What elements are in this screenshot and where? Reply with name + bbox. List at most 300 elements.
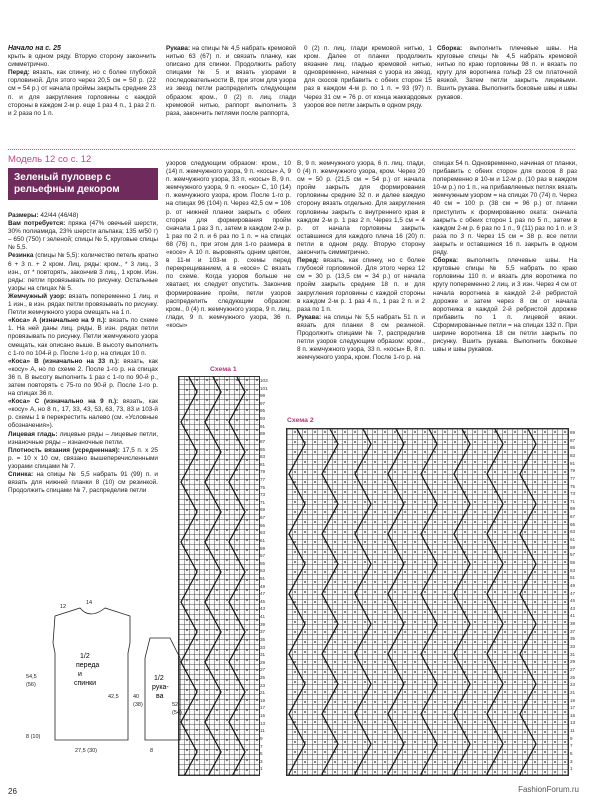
stitch-dot [246, 639, 248, 641]
stitch-dot [374, 701, 376, 703]
row-number: 73 [260, 492, 266, 498]
stitch-dot [236, 669, 238, 671]
stitch-dot [454, 631, 456, 633]
stitch-dot [206, 429, 208, 431]
stitch-dot [206, 469, 208, 471]
stitch-dot [246, 659, 248, 661]
stitch-dot [464, 501, 466, 503]
stitch-dot [514, 471, 516, 473]
stitch-dot [564, 501, 566, 503]
stitch-dot [444, 691, 446, 693]
stitch-dot [524, 601, 526, 603]
row-number: 55 [260, 560, 266, 566]
stitch-dot [216, 699, 218, 701]
stitch-dot [354, 471, 356, 473]
stitch-dot [236, 659, 238, 661]
stitch-dot [494, 701, 496, 703]
row-number: 67 [260, 515, 266, 521]
stitch-dot [504, 701, 506, 703]
stitch-dot [216, 649, 218, 651]
stitch-dot [246, 759, 248, 761]
stitch-dot [414, 631, 416, 633]
stitch-dot [444, 611, 446, 613]
stitch-dot [374, 521, 376, 523]
stitch-dot [344, 661, 346, 663]
row-number: 101 [260, 385, 268, 391]
stitch-dot [344, 651, 346, 653]
stitch-dot [334, 531, 336, 533]
stitch-dot [206, 419, 208, 421]
stitch-dot [444, 481, 446, 483]
stitch-dot [414, 461, 416, 463]
stitch-dot [534, 721, 536, 723]
stitch-dot [256, 519, 258, 521]
stitch-dot [534, 461, 536, 463]
stitch-dot [474, 431, 476, 433]
stitch-dot [534, 441, 536, 443]
stitch-dot [324, 561, 326, 563]
stitch-dot [334, 711, 336, 713]
stitch-dot [564, 721, 566, 723]
stitch-dot [494, 531, 496, 533]
stitch-dot [294, 491, 296, 493]
stitch-dot [414, 541, 416, 543]
stitch-dot [504, 521, 506, 523]
stitch-dot [484, 661, 486, 663]
stitch-dot [534, 591, 536, 593]
stitch-dot [484, 561, 486, 563]
stitch-dot [294, 461, 296, 463]
stitch-dot [474, 651, 476, 653]
stitch-dot [324, 731, 326, 733]
stitch-dot [354, 641, 356, 643]
stitch-dot [434, 451, 436, 453]
row-number: 15 [570, 712, 576, 718]
stitch-dot [304, 661, 306, 663]
stitch-dot [384, 591, 386, 593]
stitch-dot [314, 471, 316, 473]
stitch-dot [324, 471, 326, 473]
stitch-dot [246, 459, 248, 461]
stitch-dot [484, 701, 486, 703]
stitch-dot [216, 449, 218, 451]
stitch-dot [464, 731, 466, 733]
stitch-dot [474, 631, 476, 633]
stitch-dot [206, 459, 208, 461]
stitch-dot [334, 741, 336, 743]
stitch-dot [444, 461, 446, 463]
stitch-dot [544, 761, 546, 763]
stitch-dot [474, 521, 476, 523]
stitch-dot [504, 691, 506, 693]
row-number: 93 [260, 416, 266, 422]
stitch-dot [236, 759, 238, 761]
stitch-dot [354, 711, 356, 713]
stitch-dot [236, 629, 238, 631]
stitch-dot [514, 461, 516, 463]
stitch-dot [404, 441, 406, 443]
stitch-dot [564, 541, 566, 543]
stitch-dot [454, 621, 456, 623]
stitch-dot [314, 461, 316, 463]
stitch-dot [196, 739, 198, 741]
stitch-dot [564, 461, 566, 463]
stitch-dot [246, 489, 248, 491]
stitch-dot [504, 621, 506, 623]
stitch-dot [484, 521, 486, 523]
stitch-dot [524, 641, 526, 643]
stitch-dot [216, 679, 218, 681]
stitch-dot [354, 521, 356, 523]
stitch-dot [474, 741, 476, 743]
stitch-dot [554, 441, 556, 443]
stitch-dot [384, 521, 386, 523]
stitch-dot [514, 751, 516, 753]
stitch-dot [544, 661, 546, 663]
stitch-dot [394, 481, 396, 483]
row-number: 87 [570, 437, 576, 443]
row-number: 61 [570, 537, 576, 543]
row-number: 99 [260, 393, 266, 399]
stitch-dot [554, 471, 556, 473]
stitch-dot [304, 671, 306, 673]
stitch-dot [294, 541, 296, 543]
stitch-dot [294, 561, 296, 563]
row-number: 83 [260, 454, 266, 460]
stitch-dot [504, 741, 506, 743]
stitch-dot [414, 581, 416, 583]
stitch-dot [374, 711, 376, 713]
stitch-dot [534, 751, 536, 753]
stitch-dot [494, 471, 496, 473]
stitch-dot [354, 651, 356, 653]
stitch-dot [424, 661, 426, 663]
stitch-dot [304, 711, 306, 713]
stitch-dot [246, 419, 248, 421]
stitch-dot [186, 529, 188, 531]
stitch-dot [384, 451, 386, 453]
stitch-dot [334, 701, 336, 703]
stitch-dot [236, 379, 238, 381]
stitch-dot [324, 571, 326, 573]
stitch-dot [504, 761, 506, 763]
stitch-dot [364, 631, 366, 633]
stitch-dot [186, 549, 188, 551]
row-number: 19 [260, 697, 266, 703]
stitch-dot [246, 729, 248, 731]
stitch-dot [314, 731, 316, 733]
stitch-dot [504, 561, 506, 563]
stitch-dot [484, 611, 486, 613]
row-number: 57 [570, 552, 576, 558]
stitch-dot [554, 761, 556, 763]
stitch-dot [344, 561, 346, 563]
stitch-dot [256, 579, 258, 581]
stitch-dot [206, 449, 208, 451]
stitch-dot [484, 581, 486, 583]
stitch-dot [524, 701, 526, 703]
stitch-dot [374, 461, 376, 463]
stitch-dot [394, 501, 396, 503]
stitch-dot [206, 609, 208, 611]
stitch-dot [444, 431, 446, 433]
stitch-dot [494, 711, 496, 713]
stitch-dot [494, 751, 496, 753]
stitch-dot [216, 389, 218, 391]
stitch-dot [494, 441, 496, 443]
stitch-dot [256, 679, 258, 681]
stitch-dot [534, 711, 536, 713]
stitch-dot [236, 459, 238, 461]
cable-line [289, 429, 305, 775]
stitch-dot [554, 581, 556, 583]
stitch-dot [384, 701, 386, 703]
stitch-dot [206, 559, 208, 561]
stitch-dot [186, 519, 188, 521]
sleeves-lead: Рукава: [166, 45, 191, 52]
stitch-dot [256, 629, 258, 631]
stitch-dot [334, 721, 336, 723]
stitch-dot [354, 571, 356, 573]
stitch-dot [414, 681, 416, 683]
stitch-dot [196, 679, 198, 681]
stitch-dot [354, 741, 356, 743]
stitch-dot [444, 601, 446, 603]
row-number: 81 [260, 461, 266, 467]
stitch-dot [226, 639, 228, 641]
stitch-dot [206, 629, 208, 631]
stitch-dot [544, 611, 546, 613]
stitch-dot [236, 489, 238, 491]
stitch-dot [226, 469, 228, 471]
stitch-dot [354, 761, 356, 763]
stitch-dot [384, 641, 386, 643]
row-number: 103 [260, 378, 268, 383]
stitch-dot [344, 451, 346, 453]
stitch-dot [464, 541, 466, 543]
stitch-dot [196, 449, 198, 451]
stitch-dot [524, 771, 526, 773]
stitch-dot [354, 431, 356, 433]
cable-b-text: вязать, как «косу» А, но по схеме 2. После 1-го р. на спицах 36 п. В высоту выполнить 1 раз с 1-го по 90-й р., затем повторять с 75-го по 90-й р. После 1-го р. на спицах 36 п. [8, 357, 158, 398]
stitch-dot [294, 631, 296, 633]
stitch-dot [534, 491, 536, 493]
stitch-dot [394, 761, 396, 763]
stitch-dot [424, 701, 426, 703]
stitch-dot [334, 691, 336, 693]
stitch-dot [444, 731, 446, 733]
stitch-dot [394, 491, 396, 493]
stitch-dot [324, 701, 326, 703]
stitch-dot [564, 581, 566, 583]
sizes-lead: Размеры: [8, 212, 39, 219]
stitch-dot [344, 601, 346, 603]
stitch-dot [434, 531, 436, 533]
stitch-dot [236, 699, 238, 701]
stitch-dot [216, 709, 218, 711]
stitch-dot [544, 671, 546, 673]
stitch-dot [534, 651, 536, 653]
stitch-dot [374, 661, 376, 663]
stitch-dot [564, 601, 566, 603]
stitch-dot [464, 721, 466, 723]
row-number: 69 [260, 507, 266, 513]
stitch-dot [404, 771, 406, 773]
stitch-dot [216, 609, 218, 611]
stitch-dot [216, 619, 218, 621]
stitch-dot [554, 531, 556, 533]
stitch-dot [206, 699, 208, 701]
stitch-dot [304, 731, 306, 733]
stitch-dot [464, 441, 466, 443]
stitch-dot [434, 671, 436, 673]
stitch-dot [364, 581, 366, 583]
stitch-dot [504, 431, 506, 433]
stitch-dot [374, 631, 376, 633]
stitch-dot [256, 689, 258, 691]
row-number: 23 [570, 682, 576, 688]
stitch-dot [554, 711, 556, 713]
stitch-dot [314, 571, 316, 573]
stitch-dot [414, 451, 416, 453]
stitch-dot [196, 609, 198, 611]
stitch-dot [186, 569, 188, 571]
stitch-dot [374, 491, 376, 493]
stitch-dot [444, 541, 446, 543]
stitch-dot [414, 751, 416, 753]
stitch-dot [304, 771, 306, 773]
stitch-dot [414, 531, 416, 533]
stitch-dot [246, 719, 248, 721]
stitch-dot [464, 551, 466, 553]
stitch-dot [246, 519, 248, 521]
stitch-dot [564, 521, 566, 523]
stitch-dot [394, 471, 396, 473]
stitch-dot [196, 759, 198, 761]
stitch-dot [196, 649, 198, 651]
stitch-dot [464, 671, 466, 673]
stitch-dot [246, 649, 248, 651]
stitch-dot [216, 549, 218, 551]
stitch-dot [364, 621, 366, 623]
row-number: 3 [570, 758, 573, 764]
stitch-dot [454, 701, 456, 703]
front-lead: Перед: [8, 69, 30, 77]
stitch-dot [474, 621, 476, 623]
stitch-dot [236, 609, 238, 611]
stitch-dot [256, 459, 258, 461]
cable-line [520, 429, 536, 775]
stitch-dot [246, 479, 248, 481]
dim-height: 54,5 [26, 674, 37, 680]
stitch-dot [314, 531, 316, 533]
stitch-dot [314, 691, 316, 693]
stitch-dot [364, 541, 366, 543]
stitch-dot [434, 661, 436, 663]
stitch-dot [494, 741, 496, 743]
stitch-dot [334, 441, 336, 443]
stitch-dot [216, 529, 218, 531]
stitch-dot [444, 531, 446, 533]
stitch-dot [196, 479, 198, 481]
stitch-dot [216, 539, 218, 541]
stitch-dot [544, 641, 546, 643]
stitch-dot [384, 741, 386, 743]
stitch-dot [364, 521, 366, 523]
stitch-dot [246, 619, 248, 621]
stitch-dot [314, 741, 316, 743]
stitch-dot [354, 591, 356, 593]
stitch-dot [206, 669, 208, 671]
stitch-dot [294, 671, 296, 673]
stitch-dot [564, 631, 566, 633]
stitch-dot [444, 621, 446, 623]
stitch-dot [434, 721, 436, 723]
stitch-dot [474, 611, 476, 613]
row-number: 41 [570, 613, 576, 619]
stitch-dot [364, 701, 366, 703]
stitch-dot [504, 771, 506, 773]
stitch-dot [454, 511, 456, 513]
stitch-dot [494, 671, 496, 673]
row-number: 33 [570, 644, 576, 650]
row-number: 73 [570, 491, 576, 497]
stitch-dot [256, 529, 258, 531]
stitch-dot [454, 611, 456, 613]
stitch-dot [334, 751, 336, 753]
stitch-dot [484, 591, 486, 593]
stitch-dot [464, 621, 466, 623]
row-number: 3 [260, 758, 263, 764]
stitch-dot [304, 511, 306, 513]
stitch-dot [524, 741, 526, 743]
stitch-dot [324, 441, 326, 443]
stitch-dot [374, 451, 376, 453]
stitch-dot [294, 501, 296, 503]
stitch-dot [434, 611, 436, 613]
stitch-dot [304, 531, 306, 533]
stitch-dot [256, 409, 258, 411]
stitch-dot [504, 541, 506, 543]
stitch-dot [504, 681, 506, 683]
stitch-dot [324, 641, 326, 643]
dim-band: 8 (10) [26, 734, 41, 740]
stitch-dot [374, 771, 376, 773]
stitch-dot [344, 691, 346, 693]
stitch-dot [524, 721, 526, 723]
stitch-dot [534, 481, 536, 483]
stitch-dot [414, 431, 416, 433]
stitch-dot [236, 449, 238, 451]
stitch-dot [206, 489, 208, 491]
stitch-dot [206, 389, 208, 391]
stitch-dot [236, 709, 238, 711]
stitch-dot [524, 691, 526, 693]
stitch-dot [226, 449, 228, 451]
stitch-dot [324, 741, 326, 743]
stitch-dot [424, 671, 426, 673]
row-number: 39 [570, 621, 576, 627]
stitch-dot [256, 569, 258, 571]
stitch-dot [534, 681, 536, 683]
stitch-dot [206, 649, 208, 651]
stitch-dot [354, 601, 356, 603]
stitch-dot [324, 461, 326, 463]
stitch-dot [374, 531, 376, 533]
stitch-dot [196, 529, 198, 531]
stitch-dot [504, 711, 506, 713]
stitch-dot [256, 549, 258, 551]
